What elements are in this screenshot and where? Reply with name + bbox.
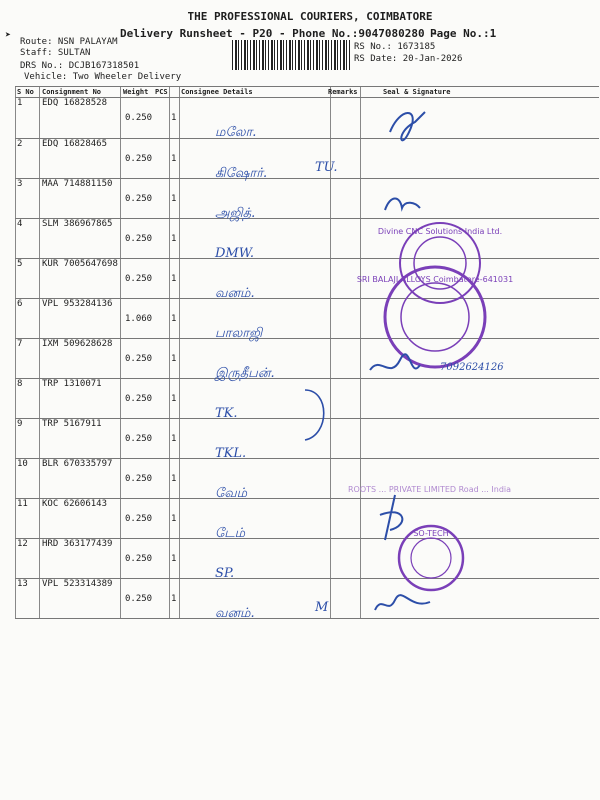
row-pcs: 1 [171, 194, 177, 204]
row-consignee-handwritten: TK. [215, 406, 238, 421]
stamp3-text: ROOTS ... PRIVATE LIMITED Road ... India [348, 485, 512, 494]
row-sno: 4 [17, 219, 23, 229]
runsheet-table [15, 86, 599, 621]
row-consignee-handwritten: இருதீபன். [215, 366, 275, 381]
row-sno: 5 [17, 259, 23, 269]
row-weight: 0.250 [125, 234, 153, 244]
row-weight: 0.250 [125, 113, 153, 123]
row-consignment-no: EDQ 16828528 [42, 98, 108, 108]
row-consignment-no: KOC 62606143 [42, 499, 108, 509]
col-header-seal-signature: Seal & Signature [383, 88, 451, 96]
row-pcs: 1 [171, 274, 177, 284]
row-consignment-no: KUR 7005647698 [42, 259, 118, 269]
row-weight: 1.060 [125, 314, 153, 324]
rs-number: RS No.: 1673185 [354, 42, 436, 52]
row-consignment-no: VPL 523314389 [42, 579, 113, 589]
col-header-consignment: Consignment No [42, 88, 102, 96]
row-weight: 0.250 [125, 154, 153, 164]
row-sno: 7 [17, 339, 23, 349]
row-consignment-no: SLM 386967865 [42, 219, 113, 229]
row-consignee-handwritten: டேம் [215, 526, 246, 541]
row-remarks-handwritten: TU. [315, 160, 338, 175]
row-pcs: 1 [171, 554, 177, 564]
row-remarks-handwritten: M [315, 600, 329, 615]
row-pcs: 1 [171, 434, 177, 444]
arrow-icon: ➤ [5, 30, 12, 41]
row-consignee-handwritten: மலோ. [215, 125, 257, 140]
row-pcs: 1 [171, 394, 177, 404]
row-sno: 13 [17, 579, 28, 589]
bracket-mark [300, 385, 340, 445]
row-consignee-handwritten: வனம். [215, 286, 255, 301]
stamp-roots [340, 462, 540, 522]
signature-13 [370, 590, 450, 620]
signature-1 [380, 102, 440, 142]
row-pcs: 1 [171, 354, 177, 364]
row-consignment-no: EDQ 16828465 [42, 139, 108, 149]
col-header-remarks: Remarks [328, 88, 358, 96]
row-consignee-handwritten: கிஷோர். [215, 166, 268, 181]
row-sno: 3 [17, 179, 23, 189]
stamp2-text: SRI BALAJI ALLOYS Coimbatore-641031 [356, 275, 514, 284]
row-weight: 0.250 [125, 434, 153, 444]
col-header-sno: S No [17, 88, 34, 96]
signature-3 [380, 190, 430, 220]
row-consignment-no: TRP 1310071 [42, 379, 102, 389]
rs-date: RS Date: 20-Jan-2026 [354, 54, 463, 64]
row-pcs: 1 [171, 514, 177, 524]
row-consignee-handwritten: அஜித். [215, 206, 256, 221]
staff-label: Staff: SULTAN [20, 48, 91, 58]
row-pcs: 1 [171, 234, 177, 244]
row-sno: 6 [17, 299, 23, 309]
row-sno: 2 [17, 139, 23, 149]
row-sno: 12 [17, 539, 28, 549]
row-pcs: 1 [171, 594, 177, 604]
row-sno: 10 [17, 459, 28, 469]
row-weight: 0.250 [125, 474, 153, 484]
signature-11 [375, 490, 425, 550]
row-pcs: 1 [171, 474, 177, 484]
row-pcs: 1 [171, 154, 177, 164]
row-consignee-handwritten: SP. [215, 566, 235, 581]
row-pcs: 1 [171, 314, 177, 324]
row-sno: 1 [17, 98, 23, 108]
row-pcs: 1 [171, 113, 177, 123]
row-consignee-handwritten: வேம் [215, 486, 248, 501]
row-weight: 0.250 [125, 514, 153, 524]
row-sno: 8 [17, 379, 23, 389]
col-header-pcs: PCS [155, 88, 168, 96]
signature-7 [365, 350, 425, 390]
row-weight: 0.250 [125, 354, 153, 364]
col-header-consignee: Consignee Details [181, 88, 253, 96]
row-consignment-no: HRD 363177439 [42, 539, 113, 549]
barcode-image [232, 40, 350, 70]
row-weight: 0.250 [125, 394, 153, 404]
row-sno: 9 [17, 419, 23, 429]
row-consignment-no: BLR 670335797 [42, 459, 113, 469]
row-weight: 0.250 [125, 194, 153, 204]
row-consignee-handwritten: வனம். [215, 606, 255, 621]
stamp4-text: SO-TECH [413, 529, 449, 538]
drs-number: DRS No.: DCJB167318501 [20, 61, 140, 71]
route-label: Route: NSN PALAYAM [20, 37, 118, 47]
row-consignee-handwritten: பாலாஜி [215, 326, 263, 341]
row-consignment-no: MAA 714881150 [42, 179, 113, 189]
row-sno: 11 [17, 499, 28, 509]
vehicle-label: Vehicle: Two Wheeler Delivery [24, 72, 182, 82]
row-consignee-handwritten: TKL. [215, 446, 247, 461]
page-number: Page No.:1 [430, 27, 497, 40]
row-weight: 0.250 [125, 594, 153, 604]
phone-note: 7092624126 [440, 362, 504, 373]
runsheet-subtitle: Delivery Runsheet - P20 - Phone No.:9047080280 - [120, 27, 438, 40]
row-consignment-no: VPL 953284136 [42, 299, 113, 309]
col-header-weight: Weight [123, 88, 149, 96]
row-consignment-no: IXM 509628628 [42, 339, 113, 349]
row-consignee-handwritten: DMW. [215, 246, 254, 261]
row-weight: 0.250 [125, 274, 153, 284]
company-title: THE PROFESSIONAL COURIERS, COIMBATORE [187, 10, 433, 23]
stamp1-text: Divine CNC Solutions India Ltd. [377, 227, 503, 236]
row-consignment-no: TRP 5167911 [42, 419, 102, 429]
row-weight: 0.250 [125, 554, 153, 564]
